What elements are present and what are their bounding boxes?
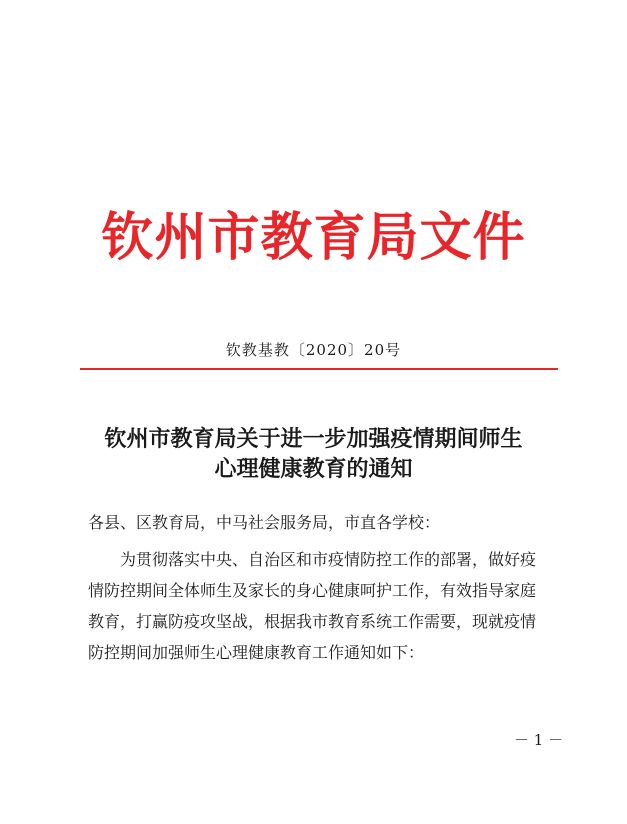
masthead-title: 钦州市教育局文件 — [101, 207, 526, 268]
notice-title — [0, 424, 627, 484]
body-line: 情防控期间全体师生及家长的身心健康呵护工作，有效指导家庭 — [88, 581, 537, 600]
addressee-line: 各县、区教育局，中马社会服务局，市直各学校： — [88, 513, 441, 532]
body-line: 为贯彻落实中央、自治区和市疫情防控工作的部署，做好疫 — [120, 550, 537, 569]
body-line: 防控期间加强师生心理健康教育工作通知如下： — [88, 643, 425, 662]
body-line: 教育，打赢防疫攻坚战，根据我市教育系统工作需要，现就疫情 — [88, 612, 537, 631]
notice-title-line-2: 心理健康教育的通知 — [214, 456, 413, 482]
notice-title-line-1: 钦州市教育局关于进一步加强疫情期间师生 — [104, 426, 523, 452]
page-number: － 1 － — [514, 731, 564, 749]
body-paragraph — [88, 544, 558, 668]
red-separator-line — [80, 368, 558, 370]
document-number: 钦教基教〔2020〕20号 — [225, 341, 402, 359]
